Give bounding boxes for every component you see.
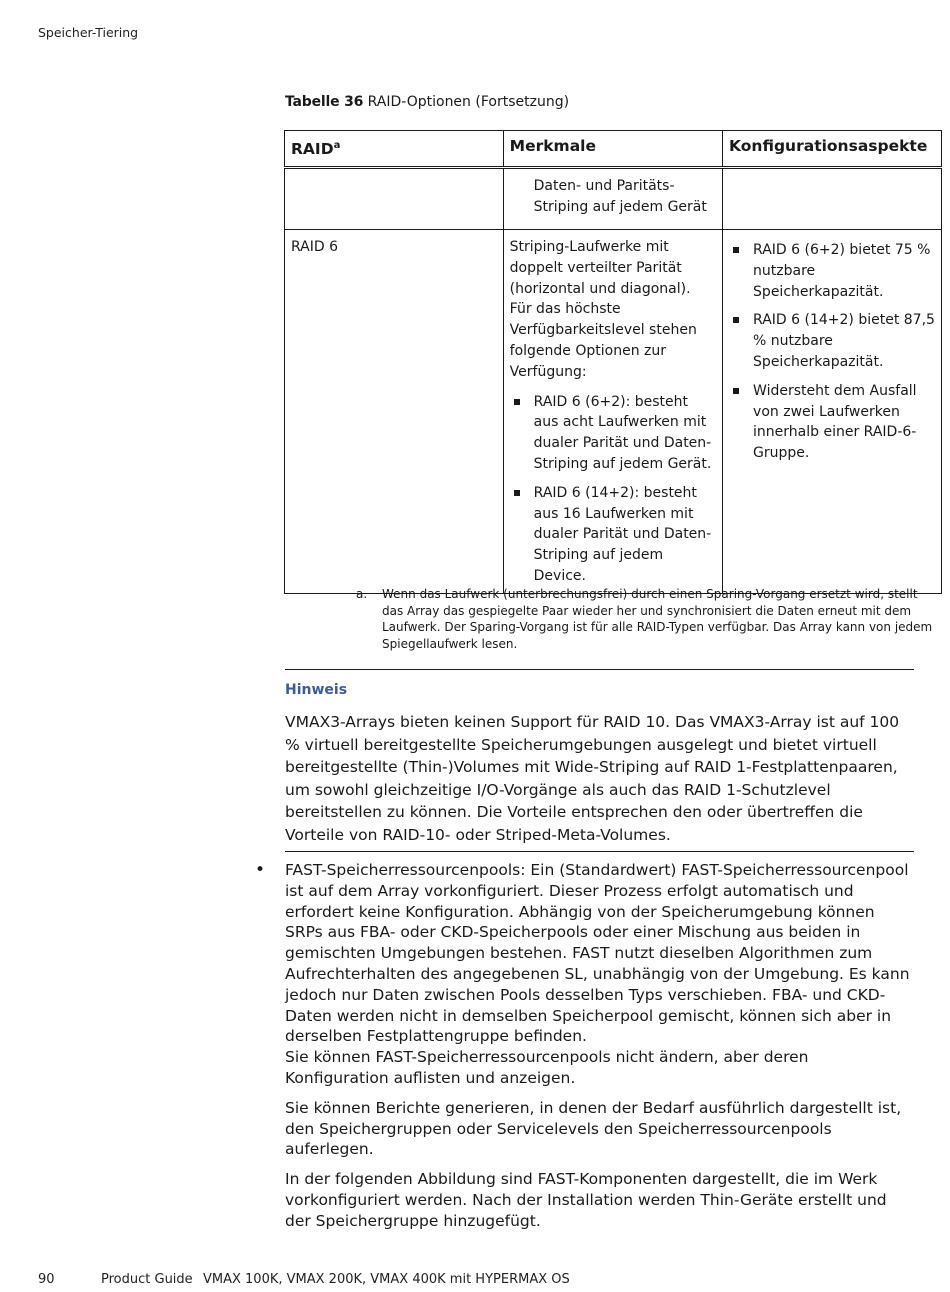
column-header-merkmale: Merkmale — [503, 131, 722, 168]
note-bottom-divider — [285, 851, 914, 852]
list-item: RAID 6 (14+2) bietet 87,5 % nutzbare Speicherkapazität. — [729, 310, 935, 372]
note-body: VMAX3-Arrays bieten keinen Support für RAID 10. Das VMAX3-Array ist auf 100 % virtuell bereitgestellte Speicherumgebungen ausgelegt und bietet virtuell bereitgestellte (Thin-)Volumes mit Wide-Striping auf RAID 1-Festplattenpaaren, um sowohl gleichzeitige I/O-Vorgänge als auch das RAID 1-Schutzlevel bereitstellen zu können. Die Vorteile entsprechen den oder übertreffen die Vorteile von RAID-10- oder Striped-Meta-Volumes. — [285, 713, 900, 844]
merkmale-continuation: Daten- und Paritäts-Striping auf jedem Gerät — [533, 177, 707, 215]
raid-options-table — [284, 130, 942, 594]
merkmale-description: Striping-Laufwerke mit doppelt verteilter Parität (horizontal und diagonal). Für das höchste Verfügbarkeitslevel stehen folgende Optionen zur Verfügung: — [509, 238, 697, 380]
list-item: RAID 6 (6+2): besteht aus acht Laufwerken mit dualer Parität und Daten-Striping auf jedem Gerät. — [510, 392, 716, 475]
page-number: 90 — [38, 1272, 55, 1287]
konfig-list — [729, 240, 935, 464]
round-bullet-icon: • — [255, 860, 266, 880]
column-header-konfigurationsaspekte: Konfigurationsaspekte — [723, 131, 942, 168]
table-row — [285, 167, 942, 229]
footnote-marker: a — [333, 140, 341, 151]
bullet-body — [285, 860, 915, 1232]
footnote-label: a. — [356, 587, 368, 601]
paragraph: Sie können Berichte generieren, in denen der Bedarf ausführlich dargestellt ist, den Speichergruppen oder Servicelevels den Speicherressourcenpools auferlegen. — [285, 1098, 902, 1159]
table-row — [285, 229, 942, 593]
list-item: RAID 6 (6+2) bietet 75 % nutzbare Speicherkapazität. — [729, 240, 935, 302]
table-cell-konfig — [723, 229, 942, 593]
list-item: Widersteht dem Ausfall von zwei Laufwerken innerhalb einer RAID-6-Gruppe. — [729, 381, 935, 464]
footnote-text: Wenn das Laufwerk (unterbrechungsfrei) durch einen Sparing-Vorgang ersetzt wird, stellt das Array das gespiegelte Paar wieder her und synchronisiert die Daten erneut mit dem Laufwerk. Der Sparing-Vorgang ist für alle RAID-Typen verfügbar. Das Array kann von jedem Spiegellaufwerk lesen. — [382, 587, 933, 651]
square-bullet-icon — [733, 388, 739, 394]
square-bullet-icon — [733, 317, 739, 323]
paragraph: FAST-Speicherressourcenpools: Ein (Standardwert) FAST-Speicherressourcenpool ist auf dem Array vorkonfiguriert. Dieser Prozess erfolgt automatisch und erfordert keine Konfiguration. Abhängig von der Speicherumgebung können SRPs aus FBA- oder CKD-Speicherpools oder einer Mischung aus beiden in gemischten Umgebungen bestehen. FAST nutzt dieselben Algorithmen zum Aufrechterhalten des angegebenen SL, unabhängig von der Umgebung. Es kann jedoch nur Daten zwischen Pools desselben Typs verschieben. FBA- und CKD-Daten werden nicht in demselben Speicherpool gemischt, können sich aber in derselben Festplattengruppe befinden. Sie können FAST-Speicherressourcenpools nicht ändern, aber deren Konfiguration auflisten und anzeigen. — [285, 861, 910, 1087]
note-title: Hinweis — [285, 682, 348, 698]
fast-srp-bullet — [255, 860, 915, 1241]
table-cell-raid — [285, 167, 504, 229]
table-footnote — [356, 586, 936, 652]
merkmale-options-list — [510, 392, 716, 587]
list-item: RAID 6 (14+2): besteht aus 16 Laufwerken mit dualer Parität und Daten-Striping auf jedem Device. — [510, 483, 716, 587]
table-caption-label: Tabelle 36 — [285, 94, 364, 110]
table-caption — [285, 94, 569, 110]
table-cell-merkmale — [503, 167, 722, 229]
table-cell-raid: RAID 6 — [285, 229, 504, 593]
footer-guide-label: Product Guide — [101, 1272, 193, 1287]
table-cell-konfig — [723, 167, 942, 229]
square-bullet-icon — [733, 247, 739, 253]
square-bullet-icon — [514, 399, 520, 405]
paragraph: In der folgenden Abbildung sind FAST-Komponenten dargestellt, die im Werk vorkonfiguriert werden. Nach der Installation werden Thin-Geräte erstellt und der Speichergruppe hinzugefügt. — [285, 1170, 887, 1230]
table-header-row — [285, 131, 942, 168]
column-header-raid: RAID$^a$ — [285, 131, 504, 168]
note-top-divider — [285, 669, 914, 670]
running-header: Speicher-Tiering — [38, 25, 139, 40]
table-cell-merkmale — [503, 229, 722, 593]
table-caption-text: RAID-Optionen (Fortsetzung) — [367, 94, 570, 110]
square-bullet-icon — [514, 490, 520, 496]
footer-product-name: VMAX 100K, VMAX 200K, VMAX 400K mit HYPERMAX OS — [203, 1272, 570, 1287]
